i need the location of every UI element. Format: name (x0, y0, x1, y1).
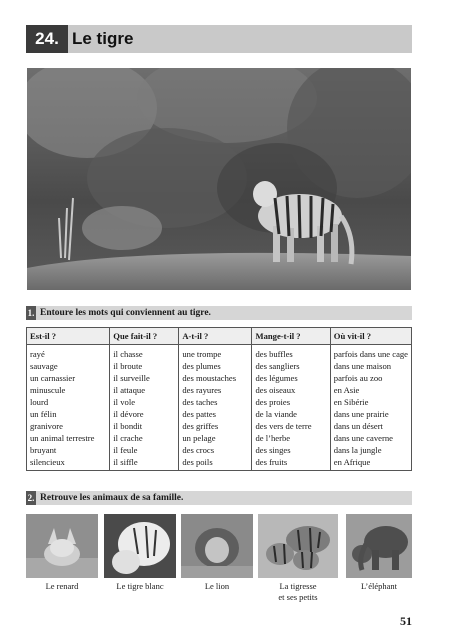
animal-card-lion[interactable] (181, 514, 253, 592)
word-item[interactable]: dans une maison (333, 361, 392, 371)
word-item[interactable]: des oiseaux (255, 385, 296, 395)
word-item[interactable]: un carnassier (30, 373, 76, 383)
white-tiger-photo (104, 514, 176, 578)
word-item[interactable]: dans une prairie (333, 409, 389, 419)
column-est-il (27, 345, 110, 471)
word-item[interactable]: une trompe (182, 349, 222, 359)
word-item[interactable]: des vers de terre (255, 421, 312, 431)
word-item[interactable]: il surveille (113, 373, 150, 383)
lion-photo (181, 514, 253, 578)
word-item[interactable]: des proies (255, 397, 291, 407)
animal-caption: Le lion (204, 581, 230, 591)
word-item[interactable]: en Asie (333, 385, 360, 395)
animal-card-tigresse[interactable] (258, 514, 338, 603)
word-item[interactable]: en Sibérie (333, 397, 369, 407)
animal-card-elephant[interactable] (346, 514, 412, 592)
lesson-title: Le tigre (72, 29, 134, 48)
word-item[interactable]: il feule (113, 445, 138, 455)
column-header-ou-vit-il: Où vit-il ? (330, 328, 411, 345)
column-mange-t-il (252, 345, 330, 471)
column-header-est-il: Est-il ? (27, 328, 110, 345)
word-item[interactable]: il chasse (113, 349, 143, 359)
word-item[interactable]: des taches (182, 397, 218, 407)
word-item[interactable]: un animal terrestre (30, 433, 95, 443)
word-item[interactable]: dans la jungle (333, 445, 382, 455)
word-item[interactable]: il crache (113, 433, 143, 443)
lesson-number: 24. (26, 25, 68, 53)
animal-card-tigre-blanc[interactable] (104, 514, 176, 592)
exercise-2-instruction: Retrouve les animaux de sa famille. (40, 493, 184, 503)
exercise-1-instruction: Entoure les mots qui conviennent au tigre. (40, 308, 211, 318)
animal-caption (258, 581, 338, 603)
word-item[interactable]: il bondit (113, 421, 143, 431)
word-item[interactable]: granivore (30, 421, 63, 431)
animal-caption-line-1: La tigresse (279, 581, 317, 591)
word-item[interactable]: rayé (30, 349, 45, 359)
exercise-1-header (26, 306, 412, 320)
tigress-photo (258, 514, 338, 578)
column-header-mange-t-il: Mange-t-il ? (252, 328, 330, 345)
animal-family-row (26, 514, 412, 604)
word-item[interactable]: des légumes (255, 373, 298, 383)
word-item[interactable]: des fruits (255, 457, 288, 467)
word-item[interactable]: il attaque (113, 385, 146, 395)
word-item[interactable]: des sangliers (255, 361, 300, 371)
word-item[interactable]: des plumes (182, 361, 221, 371)
column-que-fait-il (110, 345, 179, 471)
word-item[interactable]: des moustaches (182, 373, 237, 383)
word-item[interactable]: des rayures (182, 385, 222, 395)
word-item[interactable]: des singes (255, 445, 291, 455)
word-item[interactable]: minuscule (30, 385, 66, 395)
column-ou-vit-il (330, 345, 411, 471)
column-a-t-il (179, 345, 252, 471)
column-header-que-fait-il: Que fait-il ? (110, 328, 179, 345)
word-item[interactable]: silencieux (30, 457, 65, 467)
word-item[interactable]: des buffles (255, 349, 293, 359)
word-table (26, 327, 412, 471)
animal-caption: L’éléphant (360, 581, 398, 591)
word-item[interactable]: dans une caverne (333, 433, 393, 443)
word-item[interactable]: un pelage (182, 433, 216, 443)
word-item[interactable]: il broute (113, 361, 143, 371)
word-item[interactable]: de l’herbe (255, 433, 291, 443)
exercise-2-header (26, 491, 412, 505)
page-number: 51 (400, 614, 412, 628)
tiger-photo (27, 68, 411, 290)
animal-caption-line-2: et ses petits (278, 592, 318, 602)
word-item[interactable]: en Afrique (333, 457, 371, 467)
word-item[interactable]: bruyant (30, 445, 57, 455)
word-item[interactable]: des poils (182, 457, 213, 467)
elephant-photo (346, 514, 412, 578)
word-item[interactable]: dans un désert (333, 421, 383, 431)
word-item[interactable]: des crocs (182, 445, 215, 455)
word-item[interactable]: des griffes (182, 421, 219, 431)
word-item[interactable]: il vole (113, 397, 136, 407)
exercise-1-number: 1. (27, 308, 35, 318)
word-item[interactable]: il dévore (113, 409, 144, 419)
animal-caption: Le tigre blanc (116, 581, 164, 591)
word-item[interactable]: de la viande (255, 409, 297, 419)
animal-card-renard[interactable] (26, 514, 98, 592)
word-item[interactable]: un félin (30, 409, 57, 419)
fox-photo (26, 514, 98, 578)
column-header-a-t-il: A-t-il ? (179, 328, 252, 345)
word-item[interactable]: parfois au zoo (333, 373, 383, 383)
exercise-2-number: 2. (27, 493, 35, 503)
animal-caption: Le renard (45, 581, 79, 591)
word-item[interactable]: lourd (30, 397, 49, 407)
lesson-title-bar (26, 25, 412, 53)
word-item[interactable]: il siffle (113, 457, 138, 467)
word-item[interactable]: parfois dans une cage (333, 349, 408, 359)
word-item[interactable]: des pattes (182, 409, 216, 419)
word-item[interactable]: sauvage (30, 361, 58, 371)
